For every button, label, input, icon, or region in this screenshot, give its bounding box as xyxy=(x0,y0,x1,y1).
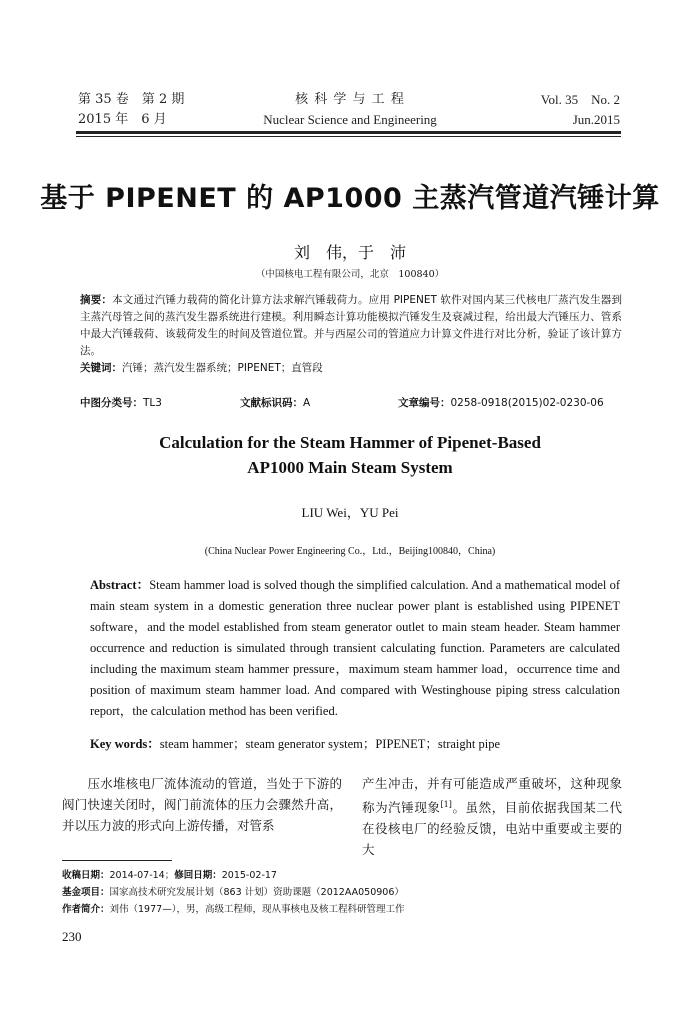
keywords-en-label: Key words： xyxy=(90,737,160,751)
body-right-text-1: 产生冲击，并有可能造成严重破坏，这种现象称为汽锤现象 xyxy=(362,776,622,816)
header-journal-cn: 核 科 学 与 工 程 xyxy=(295,92,405,107)
article-no-value: 0258-0918(2015)02-0230-06 xyxy=(450,397,604,409)
authors-cn: 刘 伟，于 沛 xyxy=(293,243,406,262)
clc-value: TL3 xyxy=(143,397,162,409)
fund-text: 国家高技术研究发展计划（863 计划）资助课题（2012AA050906） xyxy=(109,887,404,898)
author-bio-label: 作者简介： xyxy=(62,904,110,915)
header-rule-thick xyxy=(76,131,621,134)
header-volume-cn: 第 35 卷 第 2 期 xyxy=(78,92,185,107)
title-en-line2: AP1000 Main Steam System xyxy=(247,458,453,477)
doc-code-value: A xyxy=(303,397,311,409)
abstract-en-text: Steam hammer load is solved though the simplified calculation. And a mathematical model of main steam system in a domestic generation three nuclear power plant is established using PIPENET software，and the model established from steam generator outlet to main steam header. Steam hammer occurrence and reduction is simulated through transient calculating function. Parameters are calculated including the maximum steam hammer pressure，maximum steam hammer load，occurrence time and position of maximum steam hammer load. And compared with Westinghouse piping stress calculation report，the calculation method has been verified. xyxy=(90,578,620,718)
body-right-text-2: 。虽然，目前依据我国某二代在役核电厂的经验反馈，电站中重要或主要的大 xyxy=(362,800,622,858)
abstract-en-label: Abstract： xyxy=(90,578,150,592)
received-label: 收稿日期： xyxy=(62,870,110,881)
abstract-cn-text: 本文通过汽锤力载荷的简化计算方法求解汽锤载荷力。应用 PIPENET 软件对国内某三代核电厂蒸汽发生器到主蒸汽母管之间的蒸汽发生器系统进行建模。利用瞬态计算功能模拟汽锤发生及衰减过程，给出最大汽锤压力、管系中最大汽锤载荷、该载荷发生的时间及管道位置。并与西屋公司的管道应力计算文件进行对比分析，验证了该计算方法。 xyxy=(80,294,622,357)
body-right-column xyxy=(362,773,622,860)
received-date: 2014-07-14； xyxy=(109,870,175,881)
body-left-column: 压水堆核电厂流体流动的管道，当处于下游的阀门快速关闭时，阀门前流体的压力会骤然升高，并以压力波的形式向上游传播，对管系 xyxy=(62,776,342,833)
doc-code-label: 文献标识码： xyxy=(240,397,303,409)
abstract-en xyxy=(90,575,620,722)
revised-label: 修回日期： xyxy=(174,870,222,881)
footnote-author xyxy=(62,902,622,917)
footnote-rule xyxy=(62,860,172,861)
abstract-cn xyxy=(80,292,622,377)
header-rule-thin xyxy=(76,136,621,137)
page-number: 230 xyxy=(62,929,82,944)
fund-label: 基金项目： xyxy=(62,887,110,898)
author-bio-text: 刘伟（1977—），男，高级工程师，现从事核电及核工程科研管理工作 xyxy=(109,904,405,915)
footnote-fund xyxy=(62,885,622,900)
page-title-en xyxy=(0,430,700,480)
page-title-cn: 基于 PIPENET 的 AP1000 主蒸汽管道汽锤计算 xyxy=(40,183,660,214)
affiliation-cn: （中国核电工程有限公司，北京 100840） xyxy=(255,269,445,280)
reference-mark[interactable]: [1] xyxy=(440,800,452,809)
keywords-cn-text: 汽锤；蒸汽发生器系统；PIPENET；直管段 xyxy=(122,362,323,374)
keywords-en-text: steam hammer；steam generator system；PIPENET；straight pipe xyxy=(159,737,500,751)
keywords-cn-label: 关键词： xyxy=(80,362,122,374)
header-journal-en: Nuclear Science and Engineering xyxy=(263,112,437,127)
header-volume-en: Vol. 35 No. 2 xyxy=(540,92,620,107)
clc-label: 中图分类号： xyxy=(80,397,143,409)
keywords-en xyxy=(90,734,620,752)
abstract-cn-label: 摘要： xyxy=(80,294,113,306)
footnote-dates xyxy=(62,868,622,883)
header-date-cn: 2015 年 6 月 xyxy=(78,112,167,127)
affiliation-en: (China Nuclear Power Engineering Co.，Ltd.，Beijing100840，China) xyxy=(204,546,496,557)
title-en-line1: Calculation for the Steam Hammer of Pipenet-Based xyxy=(159,433,541,452)
authors-en: LIU Wei，YU Pei xyxy=(301,505,399,520)
revised-date: 2015-02-17 xyxy=(221,870,277,881)
header-date-en: Jun.2015 xyxy=(572,112,620,127)
article-no-label: 文章编号： xyxy=(398,397,451,409)
